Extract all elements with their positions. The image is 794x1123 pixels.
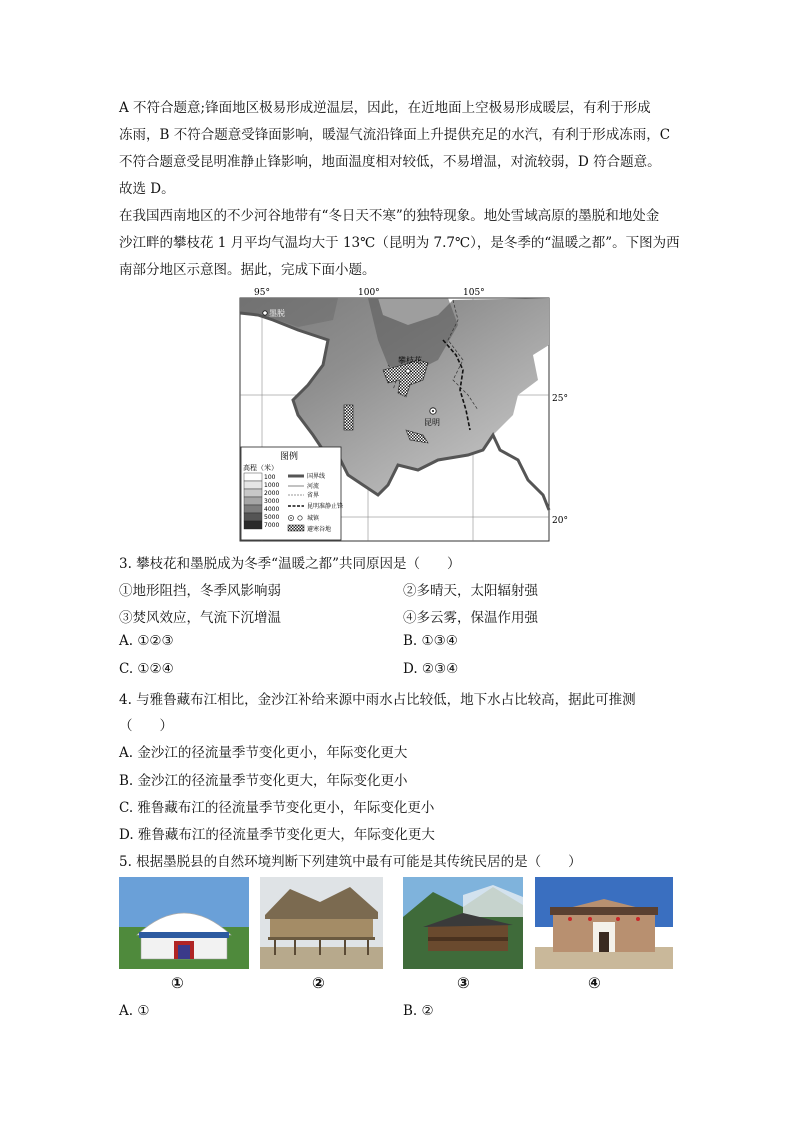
elevation-level: 5000 (264, 514, 280, 521)
explanation-line: 不符合题意受昆明准静止锋影响，地面温度相对较低，不易增温，对流较弱，D 符合题意。 (119, 154, 661, 170)
lon-label: 105° (463, 288, 485, 298)
question-5-stem: 5. 根据墨脱县的自然环境判断下列建筑中最有可能是其传统民居的是（ ） (119, 854, 582, 870)
intro-line: 在我国西南地区的不少河谷地带有“冬日天不寒”的独特现象。地处雪域高原的墨脱和地处金 (119, 208, 660, 224)
q3-item: ②多晴天，太阳辐射强 (403, 583, 538, 599)
q3-option-c[interactable]: C. ①②④ (119, 661, 174, 677)
lat-label: 25° (552, 394, 568, 404)
question-4-stem-cont: （ ） (119, 718, 173, 734)
warm-valley (344, 405, 353, 430)
explanation-line: A 不符合题意;锋面地区极易形成逆温层，因此，在近地面上空极易形成暖层，有利于形成 (119, 100, 651, 116)
yurt-photo (119, 877, 249, 969)
place-label: 攀枝花 (398, 356, 422, 365)
q4-option-a[interactable]: A. 金沙江的径流量季节变化更小，年际变化更大 (119, 745, 408, 761)
elevation-level: 4000 (264, 506, 280, 513)
elevation-level: 100 (264, 474, 276, 481)
elevation-level: 1000 (264, 482, 280, 489)
intro-line: 沙江畔的攀枝花 1 月平均气温均大于 13℃（昆明为 7.7℃），是冬季的“温暖之都”。下图为西 (119, 235, 680, 251)
mountain-house-photo (403, 877, 523, 969)
elevation-title: 高程（米） (243, 464, 278, 472)
q4-option-d[interactable]: D. 雅鲁藏布江的径流量季节变化更大，年际变化更大 (119, 827, 435, 843)
explanation-line: 冻雨，B 不符合题意受锋面影响，暖湿气流沿锋面上升提供充足的水汽，有利于形成冻雨，C (119, 127, 671, 143)
photo-label-2: ② (312, 974, 325, 992)
legend-item: 国界线 (307, 473, 326, 480)
photo-label-3: ③ (457, 974, 470, 992)
elevation-level: 2000 (264, 490, 280, 497)
photo-label-1: ① (171, 974, 184, 992)
explanation-line: 故选 D。 (119, 181, 175, 197)
legend-item: 避寒谷地 (307, 526, 332, 533)
intro-line: 南部分地区示意图。据此，完成下面小题。 (119, 262, 376, 278)
southwest-china-map (238, 285, 576, 547)
question-3-stem: 3. 攀枝花和墨脱成为冬季“温暖之都”共同原因是（ ） (119, 556, 461, 572)
elevation-level: 3000 (264, 498, 280, 505)
lat-label: 20° (552, 516, 568, 526)
q3-item: ④多云雾，保温作用强 (403, 610, 538, 626)
legend-item: 省界 (307, 492, 320, 499)
legend-item: 昆明准静止锋 (307, 503, 344, 510)
legend-title: 图例 (280, 452, 299, 462)
legend-item: 河流 (307, 483, 320, 490)
q3-item: ①地形阻挡，冬季风影响弱 (119, 583, 281, 599)
q3-option-d[interactable]: D. ②③④ (403, 661, 459, 677)
q4-option-c[interactable]: C. 雅鲁藏布江的径流量季节变化更小，年际变化更小 (119, 800, 435, 816)
photo-label-4: ④ (588, 974, 601, 992)
q4-option-b[interactable]: B. 金沙江的径流量季节变化更大，年际变化更小 (119, 773, 408, 789)
lon-label: 100° (358, 288, 380, 298)
legend-item: 城镇 (307, 515, 320, 522)
q5-option-b[interactable]: B. ② (403, 1003, 434, 1019)
q5-option-a[interactable]: A. ① (119, 1003, 150, 1019)
lon-label: 95° (254, 288, 270, 298)
q3-item: ③焚风效应，气流下沉增温 (119, 610, 281, 626)
map-legend (241, 447, 343, 540)
stilt-house-photo (260, 877, 383, 969)
q3-option-a[interactable]: A. ①②③ (119, 633, 174, 649)
tulou-photo (535, 877, 673, 969)
place-label: 墨脱 (269, 309, 285, 318)
question-4-stem: 4. 与雅鲁藏布江相比，金沙江补给来源中雨水占比较低，地下水占比较高，据此可推测 (119, 692, 636, 708)
elevation-level: 7000 (264, 522, 280, 529)
q3-option-b[interactable]: B. ①③④ (403, 633, 458, 649)
place-label: 昆明 (424, 418, 440, 427)
